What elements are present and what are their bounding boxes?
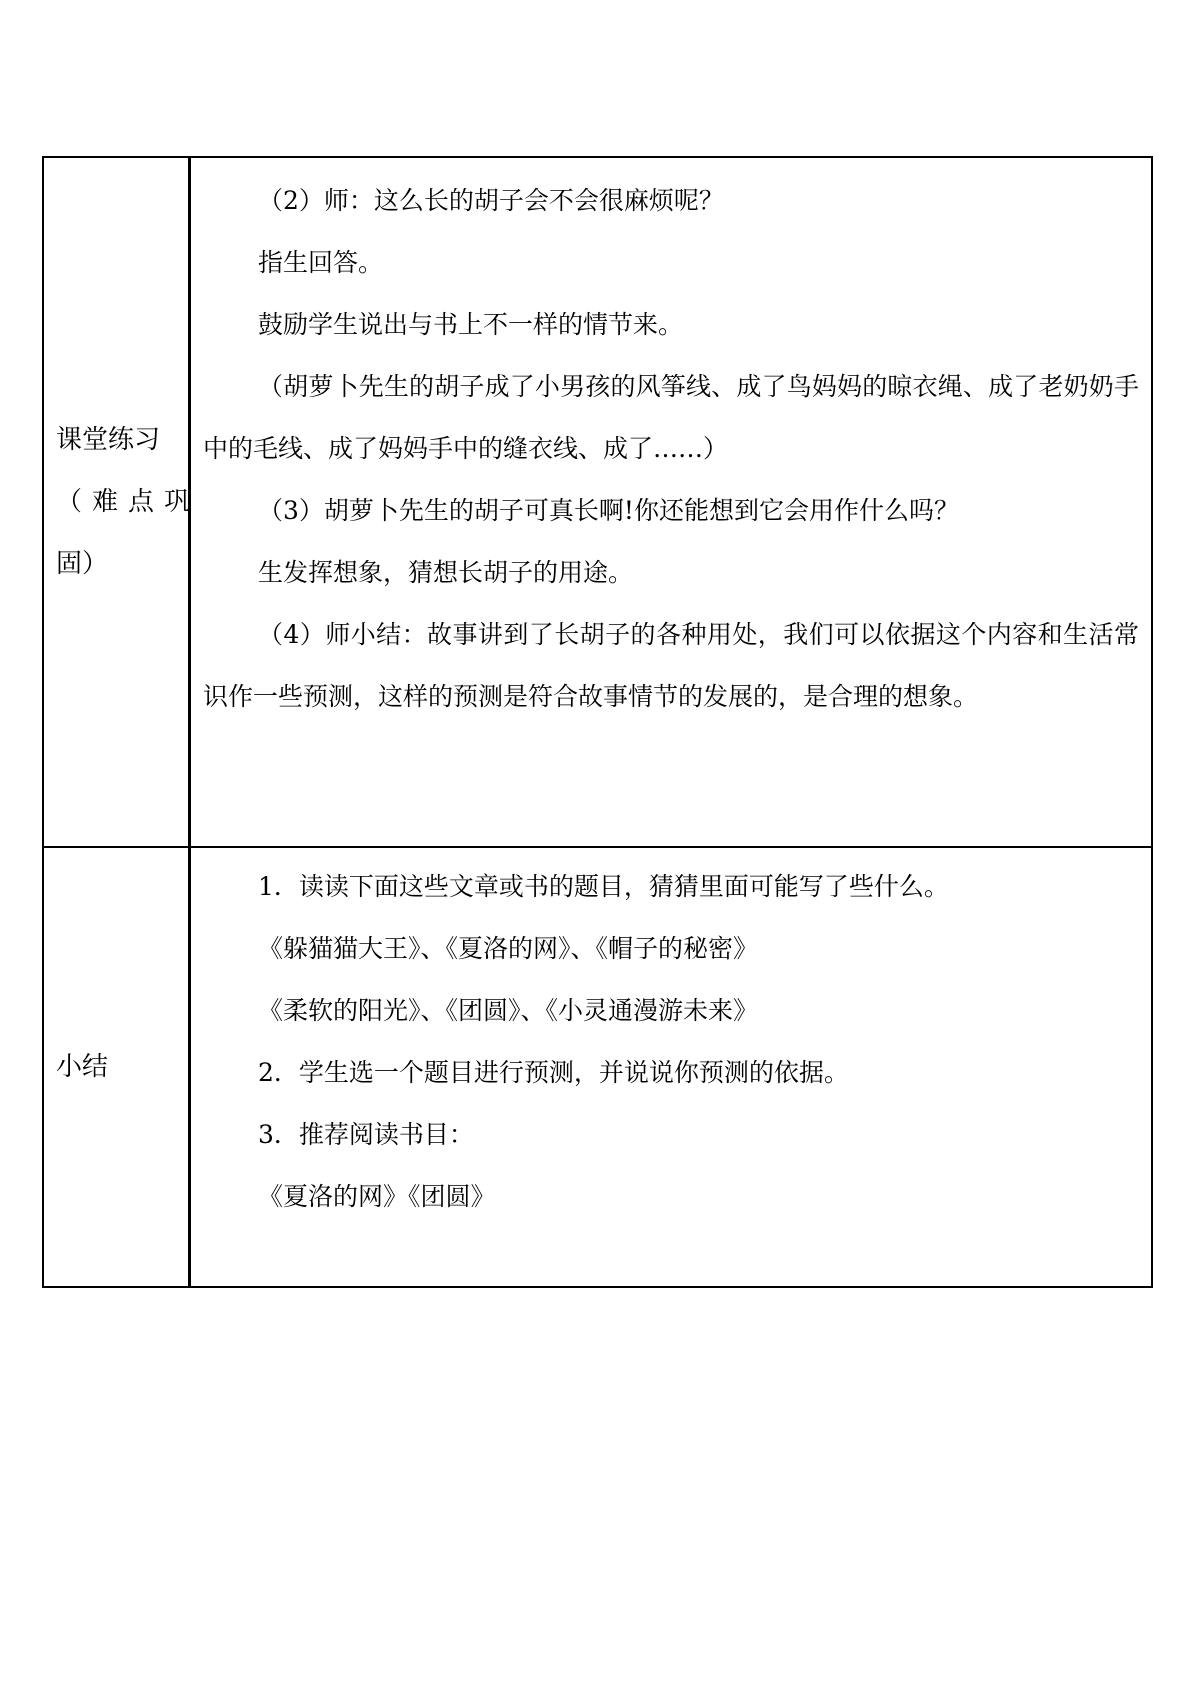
lesson-plan-table [42,156,1153,1288]
book-titles-line: 《躲猫猫大王》、《夏洛的网》、《帽子的秘密》 [258,934,759,963]
book-titles-line: 《柔软的阳光》、《团圆》、《小灵通漫游未来》 [258,996,759,1025]
label-text: 固） [56,549,109,579]
paragraph: 1．读读下面这些文章或书的题目，猜猜里面可能写了些什么。 [258,872,949,901]
table-row-summary [43,847,1152,1287]
paragraph: 鼓励学生说出与书上不一样的情节来。 [258,310,684,339]
row-content-summary [190,847,1153,1287]
label-text: （难点巩 [56,487,201,517]
paragraph: （3）胡萝卜先生的胡子可真长啊!你还能想到它会用作什么吗？ [258,496,959,525]
paragraph: （4）师小结：故事讲到了长胡子的各种用处，我们可以依据这个内容和生活常识作一些预测，这样的预测是符合故事情节的发展的，是合理的想象。 [203,620,1139,711]
paragraph: 指生回答。 [258,248,384,277]
paragraph: 2．学生选一个题目进行预测，并说说你预测的依据。 [258,1058,849,1087]
paragraph: （2）师：这么长的胡子会不会很麻烦呢？ [258,186,724,215]
recommended-books-line: 《夏洛的网》《团圆》 [258,1182,496,1211]
label-text: 小结 [56,1052,109,1082]
row-label-practice [43,157,201,847]
row-content-practice [190,157,1153,847]
paragraph: 生发挥想象，猜想长胡子的用途。 [258,558,634,587]
row-label-summary [43,847,190,1287]
paragraph: 3．推荐阅读书目： [258,1120,474,1149]
paragraph: （胡萝卜先生的胡子成了小男孩的风筝线、成了鸟妈妈的晾衣绳、成了老奶奶手中的毛线、成了妈妈手中的缝衣线、成了……） [203,372,1139,463]
table-row-practice [43,157,1152,847]
label-text: 课堂练习 [56,425,161,455]
